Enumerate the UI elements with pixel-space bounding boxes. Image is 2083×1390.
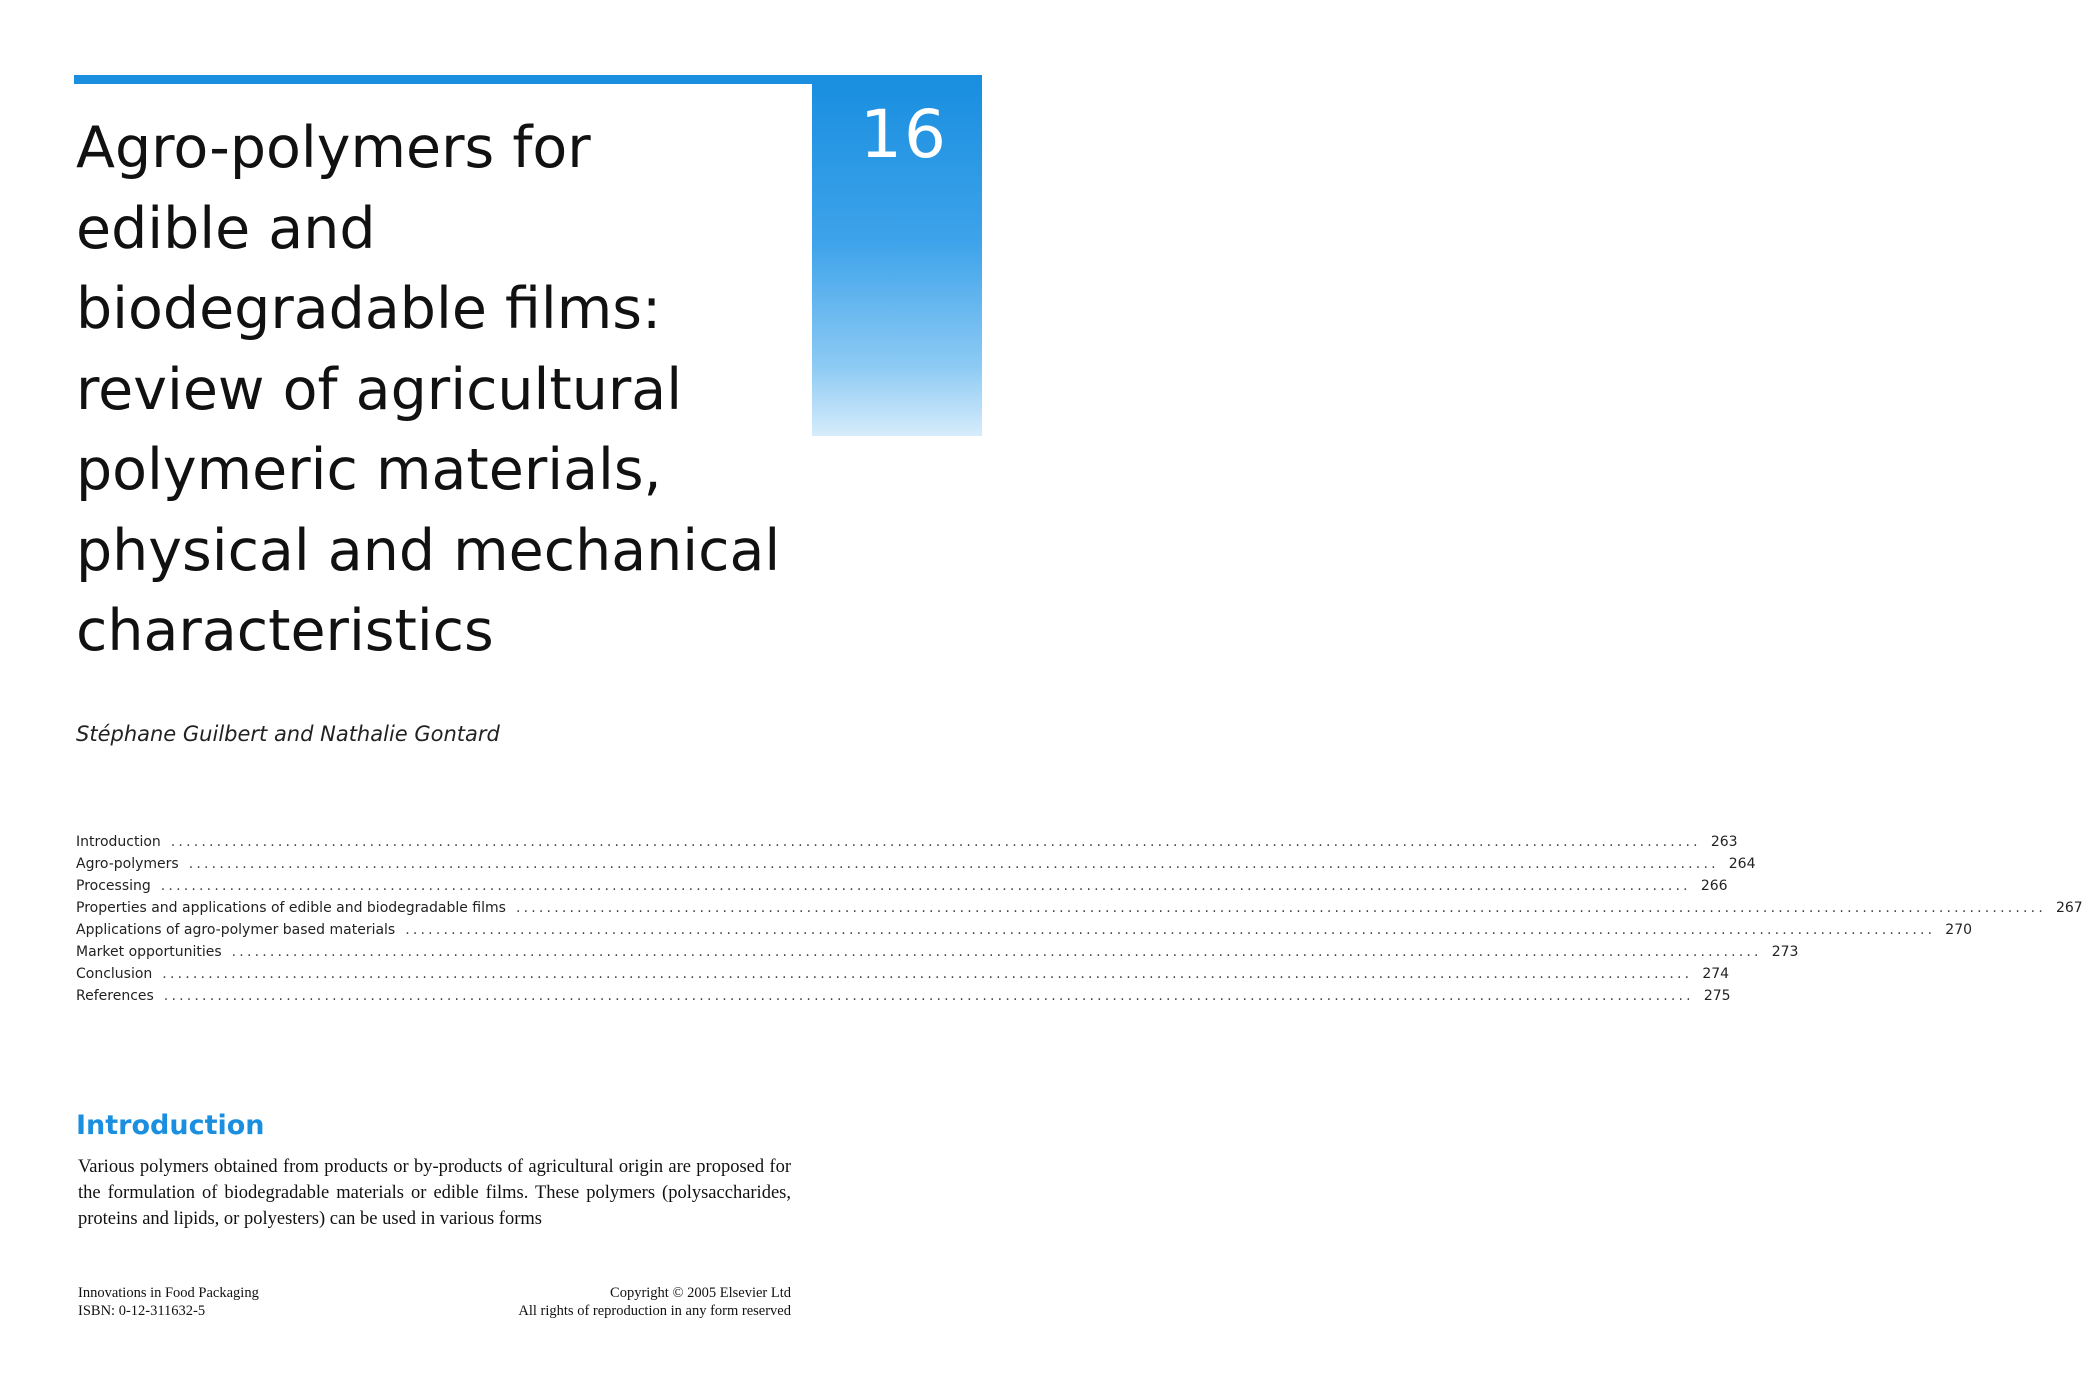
toc-entry [76, 900, 2083, 922]
toc-entry-label: Processing [76, 878, 151, 894]
toc-dot-leader: ........................................................................................................................................................................................................ [515, 900, 2046, 916]
toc-dot-leader: ........................................................................................................................................................................................................ [163, 988, 1694, 1004]
chapter-title-line: Agro-polymers for [76, 115, 591, 181]
toc-dot-leader: ........................................................................................................................................................................................................ [231, 944, 1762, 960]
toc-entry-page: 266 [1700, 878, 1728, 894]
toc-entry-label: Agro-polymers [76, 856, 179, 872]
toc-dot-leader: ........................................................................................................................................................................................................ [162, 966, 1693, 982]
body-paragraph: Various polymers obtained from products or by-products of agricultural origin are proposed for the formulation of biodegradable materials or edible films. These polymers (polysaccharides, proteins and lipids, or polyesters) can be used in various forms [78, 1157, 791, 1229]
toc-entry-label: Market opportunities [76, 944, 222, 960]
toc-entry [76, 966, 1730, 988]
toc-entry [76, 834, 1738, 856]
chapter-title-line: physical and mechanical [76, 517, 781, 584]
toc-dot-leader: ........................................................................................................................................................................................................ [170, 834, 1701, 850]
toc-entry [76, 922, 1973, 944]
toc-entry-label: Properties and applications of edible and biodegradable films [76, 900, 506, 916]
toc-entry [76, 944, 1799, 966]
chapter-title-line: characteristics [76, 598, 494, 664]
chapter-title-line: biodegradable films: [76, 276, 662, 342]
footer-book-title: Innovations in Food Packaging [78, 1285, 259, 1301]
toc-dot-leader: ........................................................................................................................................................................................................ [188, 856, 1719, 872]
toc-entry-label: Applications of agro-polymer based materials [76, 922, 396, 938]
toc-dot-leader: ........................................................................................................................................................................................................ [160, 878, 1691, 894]
toc-entry-page: 263 [1710, 834, 1738, 850]
toc-entry-page: 275 [1703, 988, 1731, 1004]
chapter-title-line: polymeric materials, [76, 437, 662, 503]
header-rule [74, 75, 982, 84]
table-of-contents [76, 834, 2083, 1010]
footer-rights-line: All rights of reproduction in any form reserved [518, 1303, 791, 1319]
toc-entry [76, 856, 1756, 878]
toc-entry-page: 270 [1945, 922, 1973, 938]
chapter-title [76, 108, 806, 672]
toc-entry-page: 267 [2055, 900, 2083, 916]
toc-entry-label: References [76, 988, 154, 1004]
chapter-authors: Stéphane Guilbert and Nathalie Gontard [76, 722, 500, 746]
chapter-number-box [812, 84, 982, 436]
toc-entry-label: Introduction [76, 834, 161, 850]
footer-copyright-line: Copyright © 2005 Elsevier Ltd [610, 1285, 791, 1301]
toc-entry-label: Conclusion [76, 966, 153, 982]
chapter-number: 16 [860, 96, 948, 173]
toc-dot-leader: ........................................................................................................................................................................................................ [405, 922, 1936, 938]
toc-entry [76, 988, 1731, 1010]
footer-isbn: ISBN: 0-12-311632-5 [78, 1303, 206, 1319]
footer-publication-info [78, 1284, 259, 1320]
chapter-title-line: review of agricultural [76, 356, 683, 423]
toc-entry-page: 273 [1771, 944, 1799, 960]
footer-copyright [518, 1284, 791, 1320]
section-heading: Introduction [76, 1110, 265, 1141]
toc-entry-page: 264 [1728, 856, 1756, 872]
toc-entry-page: 274 [1702, 966, 1730, 982]
chapter-title-line: edible and [76, 195, 376, 262]
toc-entry [76, 878, 1728, 900]
